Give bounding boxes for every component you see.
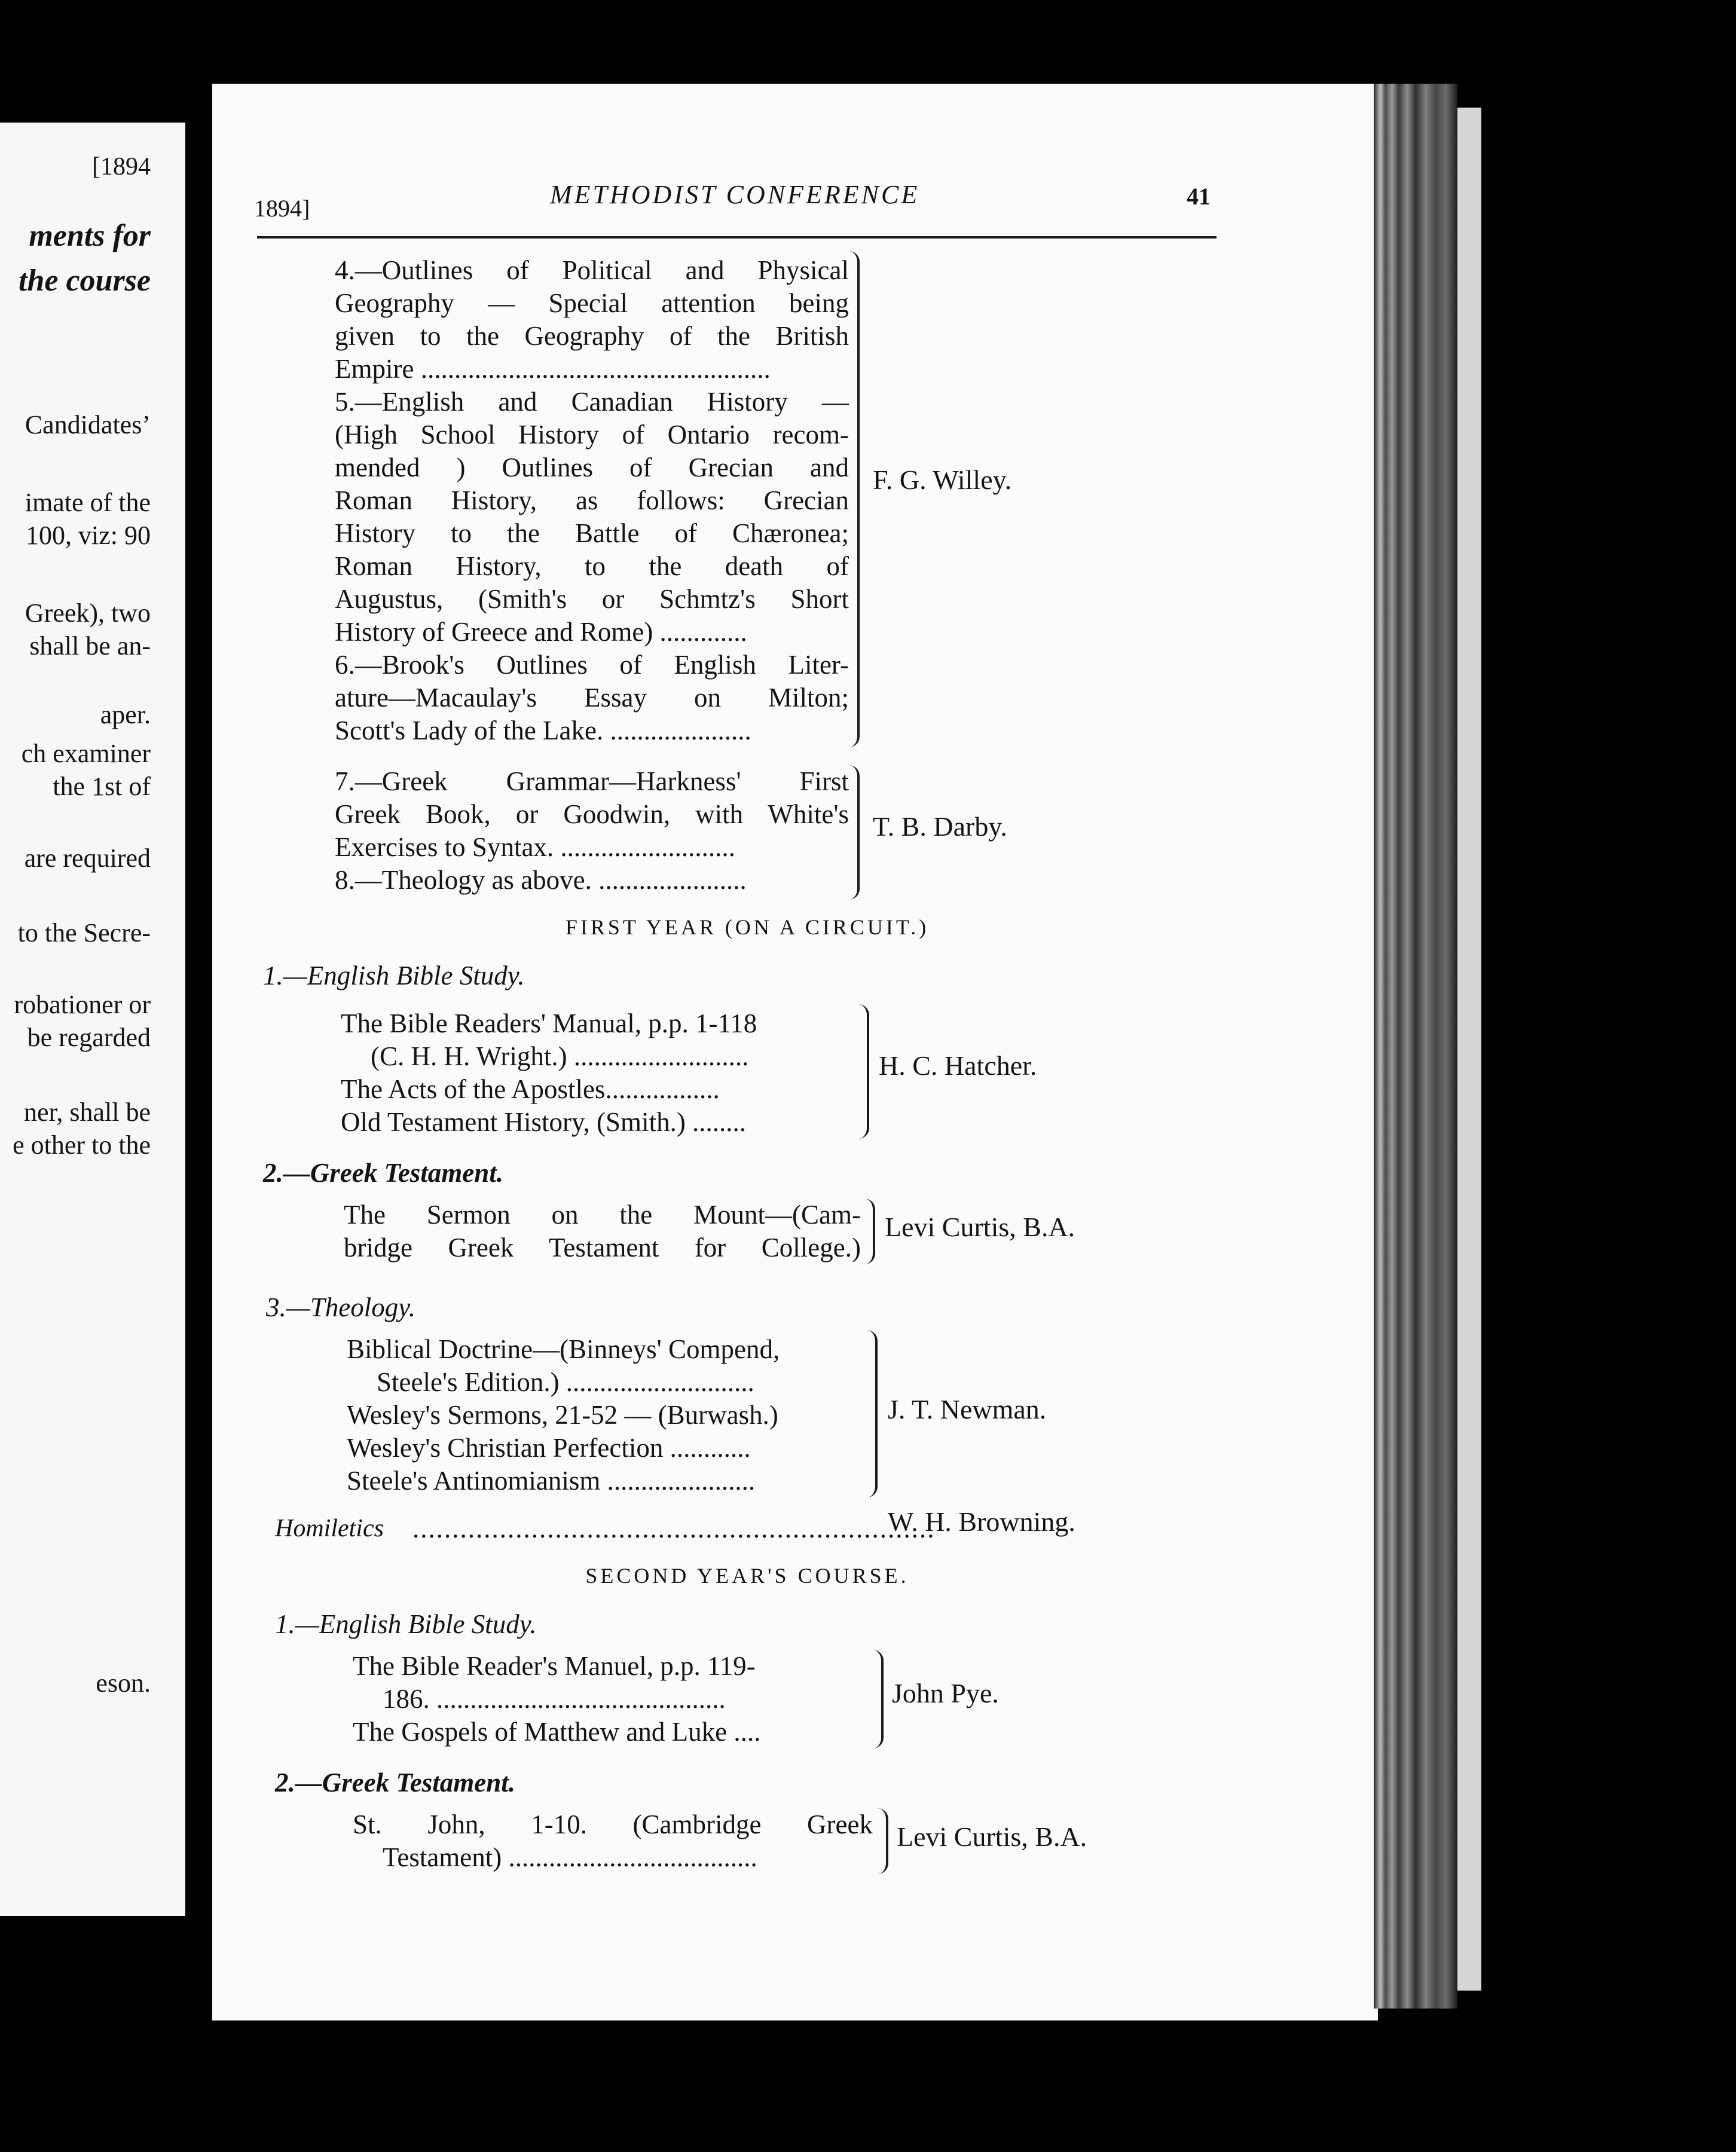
left-page-line: the 1st of xyxy=(53,772,151,801)
course-line: 8.—Theology as above. ...................... xyxy=(335,865,747,895)
subsection-heading: 1.—English Bible Study. xyxy=(263,961,525,991)
left-page-line: ner, shall be xyxy=(23,1098,151,1127)
brace xyxy=(844,251,860,747)
left-page-line: are required xyxy=(24,843,151,873)
course-line: History to the Battle of Chæronea; xyxy=(335,518,849,548)
course-line: bridge Greek Testament for College.) xyxy=(344,1233,861,1263)
header-rule xyxy=(257,236,1217,239)
page-edge xyxy=(1457,108,1481,1991)
left-page-line: shall be an- xyxy=(29,631,151,661)
course-line: Steele's Edition.) ............................ xyxy=(377,1367,754,1397)
brace xyxy=(854,1004,869,1139)
section-heading: FIRST YEAR (ON A CIRCUIT.) xyxy=(565,915,930,939)
left-page-line: 100, viz: 90 xyxy=(26,521,151,550)
left-page-line: aper. xyxy=(100,700,151,729)
page-number: 41 xyxy=(1187,183,1211,210)
course-line: Greek Book, or Goodwin, with White's xyxy=(335,799,849,829)
left-page-line: ch examiner xyxy=(21,739,151,768)
examiner-name: John Pye. xyxy=(892,1678,999,1708)
left-page-line: eson. xyxy=(96,1668,151,1698)
left-page-line: robationer or xyxy=(14,990,151,1019)
left-page-line: imate of the xyxy=(25,488,151,517)
course-line: given to the Geography of the British xyxy=(335,321,849,351)
course-line: Exercises to Syntax. .......................... xyxy=(335,832,735,862)
leader-dots: .................................................................. xyxy=(412,1514,936,1543)
course-line: The Acts of the Apostles................. xyxy=(341,1074,720,1104)
book-fore-edge xyxy=(1374,84,1457,2009)
brace xyxy=(874,1808,888,1874)
subsection-heading: 2.—Greek Testament. xyxy=(263,1158,504,1188)
course-line: 7.—Greek Grammar—Harkness' First xyxy=(335,766,849,796)
course-line: The Bible Readers' Manual, p.p. 1-118 xyxy=(341,1008,757,1038)
left-page-line: to the Secre- xyxy=(17,918,151,947)
course-line: Scott's Lady of the Lake. ..................... xyxy=(335,716,751,745)
left-page-line: Candidates’ xyxy=(25,410,151,439)
course-line: Roman History, to the death of xyxy=(335,551,849,581)
left-page-line: the course xyxy=(19,264,151,298)
subsection-heading: 1.—English Bible Study. xyxy=(275,1609,537,1639)
examiner-name: F. G. Willey. xyxy=(873,464,1012,495)
examiner-name: H. C. Hatcher. xyxy=(879,1050,1037,1081)
examiner-name: T. B. Darby. xyxy=(873,811,1007,842)
course-line: (C. H. H. Wright.) .......................... xyxy=(371,1041,749,1071)
course-line: Biblical Doctrine—(Binneys' Compend, xyxy=(347,1334,780,1364)
course-line: Old Testament History, (Smith.) ........ xyxy=(341,1107,747,1137)
course-line: Steele's Antinomianism ...................... xyxy=(347,1466,756,1496)
left-page-line: ments for xyxy=(29,219,151,253)
course-line: 4.—Outlines of Political and Physical xyxy=(335,255,849,285)
left-page-line: be regarded xyxy=(27,1023,151,1052)
course-line: Augustus, (Smith's or Schmtz's Short xyxy=(335,584,849,614)
course-line: The Bible Reader's Manuel, p.p. 119- xyxy=(353,1651,756,1681)
course-line: Roman History, as follows: Grecian xyxy=(335,485,849,515)
examiner-name: Levi Curtis, B.A. xyxy=(885,1212,1075,1242)
course-line: The Sermon on the Mount—(Cam- xyxy=(344,1200,861,1230)
course-line: The Gospels of Matthew and Luke .... xyxy=(353,1717,761,1747)
examiner-name: J. T. Newman. xyxy=(888,1394,1047,1425)
left-page-line: e other to the xyxy=(13,1130,151,1160)
left-page-line: [1894 xyxy=(92,153,151,181)
examiner-name: W. H. Browning. xyxy=(888,1506,1075,1537)
section-heading: SECOND YEAR'S COURSE. xyxy=(585,1564,909,1588)
page-title: METHODIST CONFERENCE xyxy=(550,180,920,209)
header-year: 1894] xyxy=(254,195,310,222)
brace xyxy=(844,765,860,900)
facing-page-fragment xyxy=(0,123,185,1916)
course-line: mended ) Outlines of Grecian and xyxy=(335,453,849,482)
subsection-heading: 3.—Theology. xyxy=(266,1292,416,1322)
course-line: 6.—Brook's Outlines of English Liter- xyxy=(335,650,849,680)
course-line: ature—Macaulay's Essay on Milton; xyxy=(335,683,849,713)
left-page-line: Greek), two xyxy=(25,598,151,628)
course-line: St. John, 1-10. (Cambridge Greek xyxy=(353,1809,873,1839)
course-line: Wesley's Christian Perfection ............ xyxy=(347,1433,751,1463)
course-line: Empire .................................................... xyxy=(335,354,771,384)
course-line: History of Greece and Rome) ............. xyxy=(335,617,747,647)
homiletics-label: Homiletics xyxy=(275,1515,384,1542)
subsection-heading: 2.—Greek Testament. xyxy=(275,1768,516,1798)
course-line: Testament) ..................................... xyxy=(383,1842,757,1872)
course-line: Wesley's Sermons, 21-52 — (Burwash.) xyxy=(347,1400,778,1430)
brace xyxy=(861,1330,878,1497)
course-line: (High School History of Ontario recom- xyxy=(335,420,849,450)
examiner-name: Levi Curtis, B.A. xyxy=(897,1821,1087,1852)
brace xyxy=(861,1199,875,1264)
brace xyxy=(868,1650,884,1748)
course-line: 5.—English and Canadian History — xyxy=(335,387,849,417)
course-line: 186. ........................................... xyxy=(383,1684,726,1714)
course-line: Geography — Special attention being xyxy=(335,288,849,318)
